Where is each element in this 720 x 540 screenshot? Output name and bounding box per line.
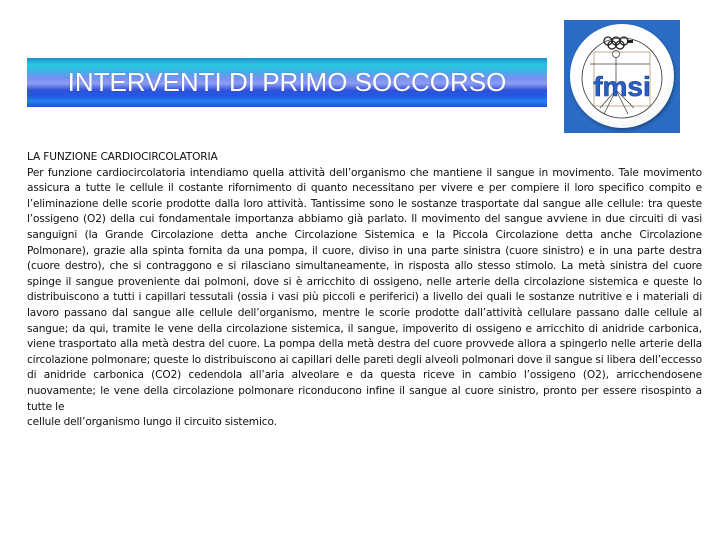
fmsi-logo	[564, 20, 680, 133]
title-banner	[27, 58, 547, 107]
page-title: INTERVENTI DI PRIMO SOCCORSO	[67, 67, 507, 97]
body-paragraph-last-line: cellule dell’organismo lungo il circuito sistemico.	[27, 416, 277, 429]
vitruvian-man-logo-icon	[570, 24, 674, 128]
logo-disc	[570, 24, 674, 128]
section-heading: LA FUNZIONE CARDIOCIRCOLATORIA	[27, 151, 218, 163]
article-body	[27, 150, 702, 431]
body-paragraph: Per funzione cardiocircolatoria intendiamo quella attività dell’organismo che mantiene il sangue in movimento. Tale movimento assicura a tutte le cellule il costante rifornimento di quanto necessitano per vivere e per compiere il loro specifico compito e l’eliminazione delle scorie prodotte dalla loro attività. Tantissime sono le sostanze trasportate dal sangue alle cellule: tra queste l’ossigeno (O2) della cui fondamentale importanza abbiamo già parlato. Il movimento del sangue avviene in due circuiti di vasi sanguigni (la Grande Circolazione detta anche Circolazione Sistemica e la Piccola Circolazione detta anche Circolazione Polmonare), grazie alla spinta fornita da una pompa, il cuore, diviso in una parte sinistra (cuore sinistro) e in una parte destra (cuore destro), che si contraggono e si rilasciano simultaneamente, in risposta allo stesso stimolo. La metà sinistra del cuore spinge il sangue proveniente dai polmoni, dove si è arricchito di ossigeno, nelle arterie della circolazione sistemica e queste lo distribuiscono a tutti i capillari tessutali (ossia i vasi più piccoli e periferici) a livello dei quali le sostanze nutritive e i materiali di lavoro passano dal sangue alle cellule dell’organismo, mentre le scorie prodotte dall’attività cellulare passano dalle cellule al sangue; da qui, tramite le vene della circolazione sistemica, il sangue, impoverito di ossigeno e arricchito di anidride carbonica, viene trasportato alla metà destra del cuore. La pompa della metà destra del cuore provvede allora a spingerlo nelle arterie della circolazione polmonare; queste lo distribuiscono ai capillari delle pareti degli alveoli polmonari dove il sangue si libera dell’eccesso di anidride carbonica (CO2) cedendola all’aria alveolare e da questa riceve in cambio l’ossigeno (O2), arricchendosene nuovamente; le vene della circolazione polmonare riconducono infine il sangue al cuore sinistro, pronto per essere risospinto a tutte le	[27, 166, 702, 413]
svg-text:fmsi: fmsi	[593, 71, 651, 102]
